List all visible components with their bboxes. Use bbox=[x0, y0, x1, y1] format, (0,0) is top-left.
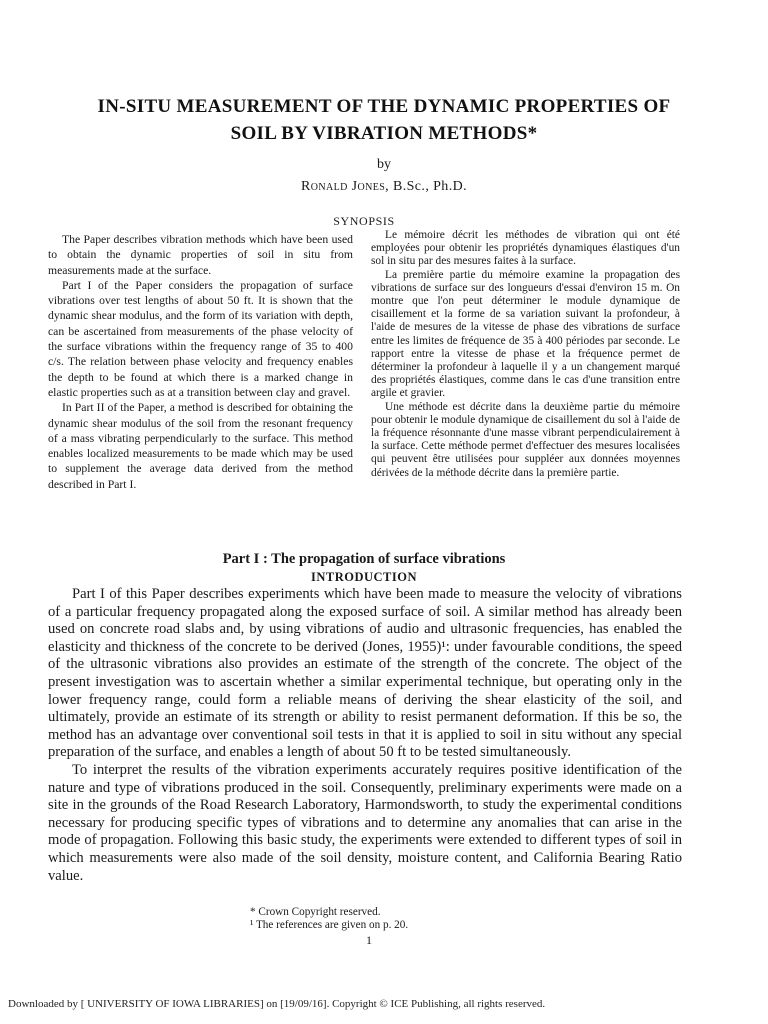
footnote: ¹ The references are given on p. 20. bbox=[250, 919, 409, 931]
download-notice: Downloaded by [ UNIVERSITY OF IOWA LIBRARIES] on [19/09/16]. Copyright © ICE Publishing, all rights reserved. bbox=[8, 998, 546, 1010]
synopsis-fr-paragraph: Le mémoire décrit les méthodes de vibration qui ont été employées pour obtenir les propriétés dynamiques élastiques d'un sol in situ par des mesures faites à la surface. bbox=[371, 229, 680, 268]
synopsis-fr-paragraph: La première partie du mémoire examine la propagation des vibrations de surface sur des longueurs d'essai d'environ 15 m. On montre que l'on peut déterminer le module dynamique de cisaillement et la forme de sa variation suivant la profondeur, à l'aide de mesures de la vitesse de phase des vibrations de surface entre les limites de fréquence de 35 à 400 périodes par seconde. Le rapport entre la vitesse de phase et la fréquence permet de déterminer la profondeur à laquelle il y a un changement marqué des propriétés élastiques, comme dans le cas d'une transition entre argile et gravier. bbox=[371, 268, 680, 400]
body-paragraph: Part I of this Paper describes experiments which have been made to measure the velocity of vibrations of a particular frequency propagated along the exposed surface of soil. A similar method has already been used on concrete road slabs and, by using vibrations of audio and ultrasonic frequencies, has enabled the elasticity and thickness of the concrete to be derived (Jones, 1955)¹: under favourable conditions, the speed of the ultrasonic vibrations also provides an estimate of the strength of the concrete. The object of the present investigation was to ascertain whether a similar experimental technique, but operating only in the lower frequency range, could form a reliable means of deriving the shear elasticity of the soil, and ultimately, provide an estimate of its strength or ability to resist permanent deformation. If this be so, the method has an advantage over conventional soil tests in that it is applied to soil in situ without any special preparation of the surface, and enables a length of about 50 ft to be tested simultaneously. bbox=[48, 586, 682, 761]
synopsis-heading: SYNOPSIS bbox=[333, 214, 395, 228]
synopsis-en-paragraph: Part I of the Paper considers the propagation of surface vibrations over test lengths of about 50 ft. It is shown that the dynamic shear modulus, and the form of its variation with depth, can be ascertained from measurements of the phase velocity of the surface vibrations within the frequency range of 35 to 400 c/s. The relation between phase velocity and frequency enables the depth to be found at which there is a marked change in elastic properties such as at a transition between clay and gravel. bbox=[48, 278, 353, 399]
synopsis-english-column bbox=[48, 232, 353, 492]
title-line-1: IN-SITU MEASUREMENT OF THE DYNAMIC PROPERTIES OF bbox=[97, 96, 671, 117]
author-degrees: B.Sc., Ph.D. bbox=[389, 179, 468, 194]
paper-title bbox=[20, 93, 748, 147]
synopsis-fr-paragraph: Une méthode est décrite dans la deuxième partie du mémoire pour obtenir le module dynamique de cisaillement du sol à l'aide de la fréquence résonnante d'une masse vibrant perpendiculairement à la surface. Cette méthode permet d'effectuer des mesures localisées qui peuvent être utilisées pour suppléer aux données moyennes dérivées de la méthode décrite dans la première partie. bbox=[371, 400, 680, 479]
page-number: 1 bbox=[366, 933, 372, 947]
author-line bbox=[0, 179, 768, 195]
footnotes bbox=[250, 906, 550, 932]
synopsis-en-paragraph: The Paper describes vibration methods which have been used to obtain the dynamic properties of soil in situ from measurements made at the surface. bbox=[48, 233, 353, 277]
part-heading: Part I : The propagation of surface vibrations bbox=[222, 551, 506, 567]
footnote: * Crown Copyright reserved. bbox=[250, 906, 381, 918]
synopsis-en-paragraph: In Part II of the Paper, a method is described for obtaining the dynamic shear modulus of the soil from the resonant frequency of a mass vibrating perpendicularly to the surface. This method enables localized measurements to be made which may be used to supplement the average data derived from the method described in Part I. bbox=[48, 401, 353, 491]
title-line-2: SOIL BY VIBRATION METHODS* bbox=[230, 123, 538, 144]
body-text bbox=[48, 586, 682, 885]
synopsis-french-column bbox=[371, 229, 680, 480]
section-heading: INTRODUCTION bbox=[310, 570, 417, 584]
author-name: Ronald Jones, bbox=[300, 179, 390, 194]
body-paragraph: To interpret the results of the vibration experiments accurately requires positive identification of the nature and type of vibrations produced in the soil. Consequently, preliminary experiments were made on a site in the grounds of the Road Research Laboratory, Harmondsworth, to study the experimental conditions necessary for producing specific types of vibrations and to determine any anomalies that can arise in the mode of propagation. Following this basic study, the experiments were extended to different types of soil in which measurements were also made of the soil density, moisture content, and California Bearing Ratio value. bbox=[48, 761, 682, 884]
byline-by: by bbox=[377, 157, 391, 172]
